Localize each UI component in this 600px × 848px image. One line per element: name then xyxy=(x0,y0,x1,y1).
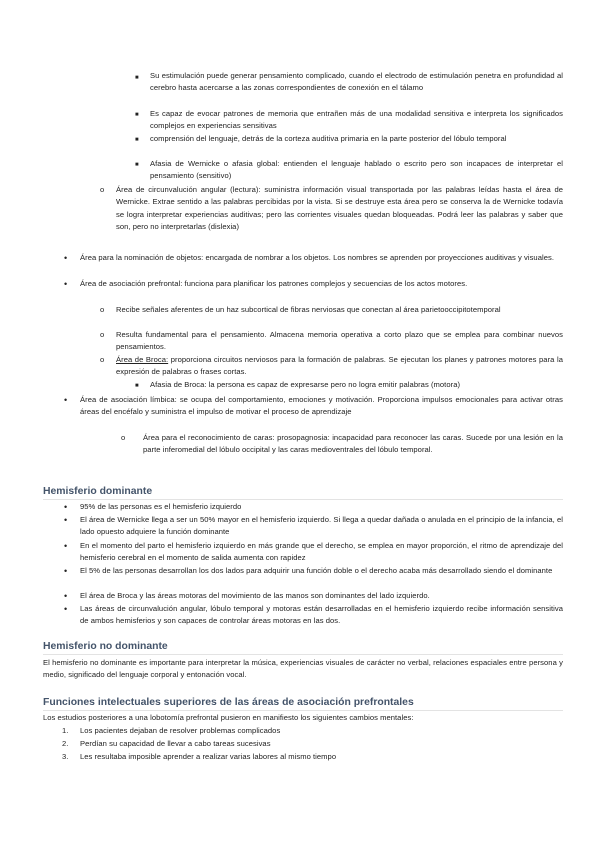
dominant-item: El área de Wernicke llega a ser un 50% mayor en el hemisferio izquierdo. Si llega a quedar dañada o anulada en el principio de la infancia, el lado opuesto adquiere la función dominante xyxy=(80,515,563,537)
stimulation-item: Su estimulación puede generar pensamiento complicado, cuando el electrodo de estimulación penetra en profundidad al cerebro hasta acercarse a las zonas correspondientes de conexión en el tálamo xyxy=(150,71,563,93)
functions-intro: Los estudios posteriores a una lobotomía prefrontal pusieron en manifiesto los siguientes cambios mentales: xyxy=(43,713,414,722)
functions-item: Perdían su capacidad de llevar a cabo tareas sucesivas xyxy=(80,739,271,748)
prefrontal-subitem: Recibe señales aferentes de un haz subcortical de fibras nerviosas que conectan al área parietooccipitotemporal xyxy=(116,305,501,314)
list-number: 2. xyxy=(62,739,69,748)
square-bullet-icon: ■ xyxy=(135,75,139,81)
square-bullet-icon: ■ xyxy=(135,112,139,118)
functions-item: Les resultaba imposible aprender a realizar varias labores al mismo tiempo xyxy=(80,752,337,761)
functions-heading: Funciones intelectuales superiores de las áreas de asociación prefrontales xyxy=(43,696,563,710)
prefrontal-area-item: Área de asociación prefrontal: funciona para planificar los patrones complejos y secuencias de los actos motores. xyxy=(80,279,468,288)
disc-bullet-icon: • xyxy=(64,253,68,263)
list-number: 1. xyxy=(62,726,69,735)
disc-bullet-icon: • xyxy=(64,591,68,601)
naming-area-item: Área para la nominación de objetos: encargada de nombrar a los objetos. Los nombres se aprenden por proyecciones auditivas y visuales. xyxy=(80,253,554,262)
stimulation-item: comprensión del lenguaje, detrás de la corteza auditiva primaria en la parte posterior del lóbulo temporal xyxy=(150,134,507,143)
list-number: 3. xyxy=(62,752,69,761)
angular-gyrus-item: Área de circunvalución angular (lectura): suministra información visual transportada por las palabras leídas hasta el área de Wernicke. Extrae sentido a las palabras percibidas por la vista. Si se destruye esta área pero se conserva la de Wernicke todavía se logra interpretar experiencias auditivas; pero las corrientes visuales quedan bloqueadas. Podrá leer las palabras y saber que son, pero no interpretarlas (dislexia) xyxy=(116,185,563,232)
disc-bullet-icon: • xyxy=(64,541,68,551)
dominant-heading: Hemisferio dominante xyxy=(43,485,563,499)
disc-bullet-icon: • xyxy=(64,279,68,289)
dominant-item: 95% de las personas es el hemisferio izquierdo xyxy=(80,502,242,511)
disc-bullet-icon: • xyxy=(64,502,68,512)
non-dominant-text: El hemisferio no dominante es importante para interpretar la música, experiencias visuales de carácter no verbal, relaciones espaciales entre persona y medio, significado del lenguaje corporal y entonación vocal. xyxy=(43,658,563,680)
circle-bullet-icon: o xyxy=(100,330,105,339)
broca-area-text: proporciona circuitos nerviosos para la formación de palabras. Se ejecutan los planes y patrones motores para la expresión de palabras o frases cortas. xyxy=(116,355,563,377)
broca-aphasia-item: Afasia de Broca: la persona es capaz de expresarse pero no logra emitir palabras (motora) xyxy=(150,380,461,389)
broca-area-label: Área de Broca: xyxy=(116,355,169,364)
dominant-item: Las áreas de circunvalución angular, lóbulo temporal y motoras están desarrolladas en el hemisferio izquierdo recibe información sensitiva de ambos hemisferios y son capaces de controlar áreas motoras en las dos. xyxy=(80,604,563,626)
stimulation-item: Afasia de Wernicke o afasia global: entienden el lenguaje hablado o escrito pero son incapaces de interpretar el pensamiento (sensitivo) xyxy=(150,159,563,181)
circle-bullet-icon: o xyxy=(121,433,126,442)
square-bullet-icon: ■ xyxy=(135,383,139,389)
broca-area-item xyxy=(116,354,563,379)
circle-bullet-icon: o xyxy=(100,185,105,194)
stimulation-item: Es capaz de evocar patrones de memoria que entrañen más de una modalidad sensitiva e interpreta los significados complejos en experiencias sensitivas xyxy=(150,109,563,131)
square-bullet-icon: ■ xyxy=(135,162,139,168)
functions-item: Los pacientes dejaban de resolver problemas complicados xyxy=(80,726,281,735)
dominant-item: En el momento del parto el hemisferio izquierdo en más grande que el derecho, se emplea en mayor proporción, el ritmo de aprendizaje del hemisferio cerebral en el momento de salida aumenta con rapidez xyxy=(80,541,563,563)
dominant-item: El 5% de las personas desarrollan los dos lados para adquirir una función doble o el derecho acaba más desarrollado siendo el dominante xyxy=(80,566,553,575)
disc-bullet-icon: • xyxy=(64,515,68,525)
dominant-item: El área de Broca y las áreas motoras del movimiento de las manos son dominantes del lado izquierdo. xyxy=(80,591,430,600)
disc-bullet-icon: • xyxy=(64,604,68,614)
non-dominant-heading: Hemisferio no dominante xyxy=(43,640,563,654)
circle-bullet-icon: o xyxy=(100,305,105,314)
disc-bullet-icon: • xyxy=(64,566,68,576)
square-bullet-icon: ■ xyxy=(135,137,139,143)
limbic-area-item: Área de asociación límbica: se ocupa del comportamiento, emociones y motivación. Proporciona impulsos emocionales para activar otras áreas del encéfalo y suministra el impulso de motivar el proceso de aprendizaje xyxy=(80,395,563,417)
disc-bullet-icon: • xyxy=(64,395,68,405)
circle-bullet-icon: o xyxy=(100,355,105,364)
face-recognition-item: Área para el reconocimiento de caras: prosopagnosia: incapacidad para reconocer las caras. Sucede por una lesión en la parte inferomedial del lóbulo occipital y las caras medioventrales del lóbulo temporal. xyxy=(143,433,563,455)
prefrontal-subitem: Resulta fundamental para el pensamiento. Almacena memoria operativa a corto plazo que se emplea para combinar nuevos pensamientos. xyxy=(116,330,563,352)
